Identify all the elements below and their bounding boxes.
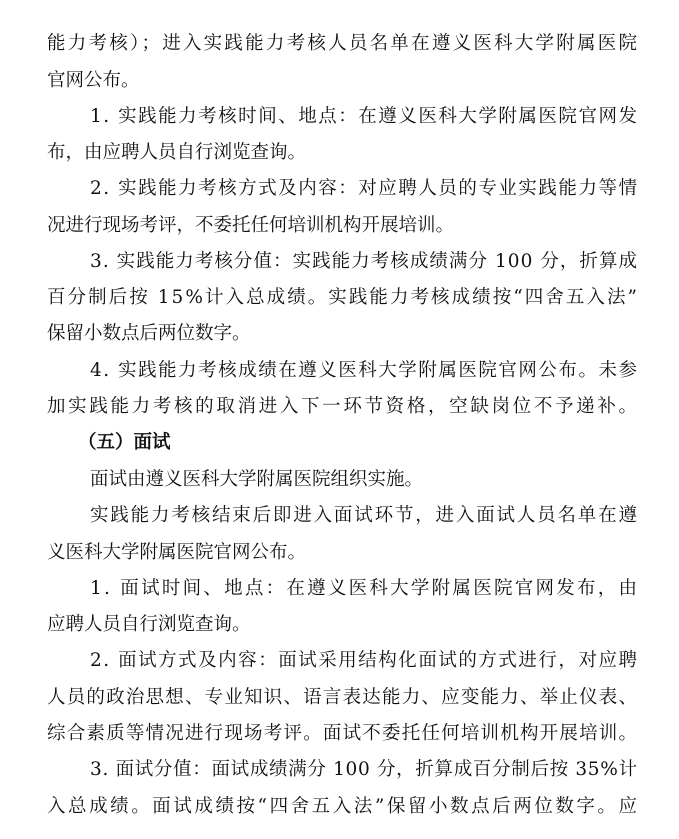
text-line: 布，由应聘人员自行浏览查询。 xyxy=(47,142,307,163)
text-line: 应聘人员自行浏览查询。 xyxy=(47,614,251,635)
text-line: 能力考核）；进入实践能力考核人员名单在遵义医科大学附属医院 xyxy=(47,33,640,54)
text-line: 4. 实践能力考核成绩在遵义医科大学附属医院官网公布。未参 xyxy=(90,360,639,381)
text-line: 百分制后按 15%计入总成绩。实践能力考核成绩按“四舍五入法” xyxy=(47,287,640,308)
text-line: 保留小数点后两位数字。 xyxy=(47,323,251,344)
text-line: 面试由遵义医科大学附属医院组织实施。 xyxy=(90,469,424,490)
text-line: 2. 实践能力考核方式及内容：对应聘人员的专业实践能力等情 xyxy=(90,178,639,199)
text-line: 义医科大学附属医院官网公布。 xyxy=(47,542,307,563)
text-line: 3. 面试分值：面试成绩满分 100 分，折算成百分制后按 35%计 xyxy=(90,759,638,780)
text-line: 2. 面试方式及内容：面试采用结构化面试的方式进行，对应聘 xyxy=(90,650,639,671)
text-line: 1. 实践能力考核时间、地点：在遵义医科大学附属医院官网发 xyxy=(90,106,639,127)
text-line: 综合素质等情况进行现场考评。面试不委托任何培训机构开展培训。 xyxy=(47,723,639,744)
text-line: 加实践能力考核的取消进入下一环节资格，空缺岗位不予递补。 xyxy=(47,396,640,417)
text-line: 况进行现场考评，不委托任何培训机构开展培训。 xyxy=(47,215,455,236)
text-line: 实践能力考核结束后即进入面试环节，进入面试人员名单在遵 xyxy=(90,505,639,526)
section-heading: （五）面试 xyxy=(78,432,171,453)
text-line: 3. 实践能力考核分值：实践能力考核成绩满分 100 分，折算成 xyxy=(90,251,639,272)
text-line: 入总成绩。面试成绩按“四舍五入法”保留小数点后两位数字。应 xyxy=(47,796,640,817)
text-line: 人员的政治思想、专业知识、语言表达能力、应变能力、举止仪表、 xyxy=(47,687,639,708)
text-line: 官网公布。 xyxy=(47,70,140,91)
text-line: 1. 面试时间、地点：在遵义医科大学附属医院官网发布，由 xyxy=(90,578,640,599)
